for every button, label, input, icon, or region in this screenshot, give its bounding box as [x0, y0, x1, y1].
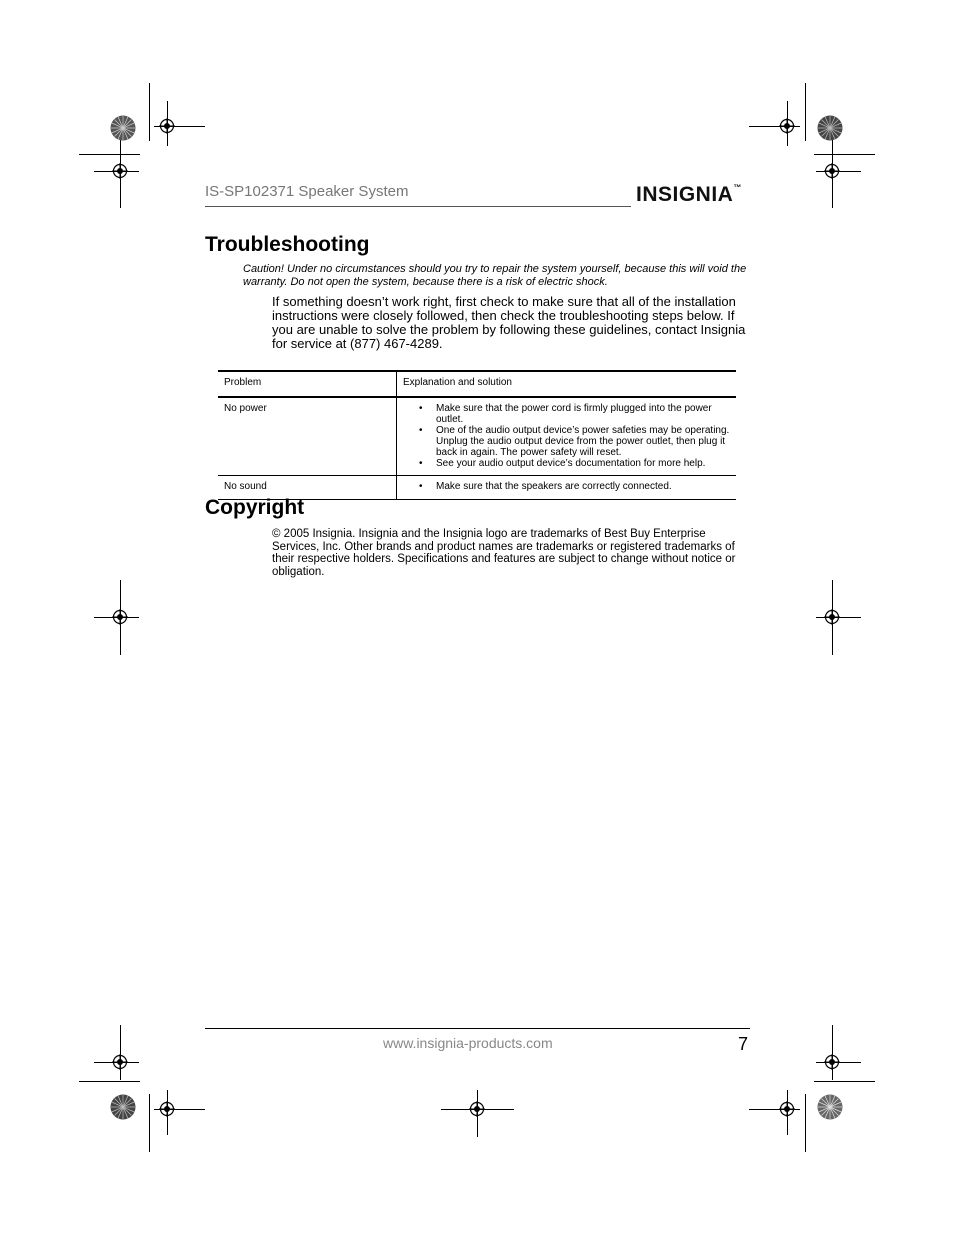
- registration-target-icon: [779, 118, 795, 134]
- sunburst-target-icon: [110, 115, 136, 141]
- troubleshooting-intro: If something doesn’t work right, first check to make sure that all of the installation instructions were closely followed, then check the troubleshooting steps below. If you are unable to solve the problem by following these guidelines, contact Insignia for service at (877) 467-4289.: [272, 294, 746, 351]
- table-cell-solution: [397, 476, 736, 499]
- page-number: 7: [738, 1034, 749, 1054]
- crop-mark-line: [79, 1081, 140, 1082]
- table-header-row: [218, 372, 736, 398]
- copyright-heading: Copyright: [205, 496, 305, 519]
- footer-rule: [205, 1028, 750, 1029]
- solution-item: • Make sure that the power cord is firmly plugged into the power outlet.: [403, 403, 730, 425]
- sunburst-target-icon: [817, 1094, 843, 1120]
- registration-target-icon: [469, 1101, 485, 1117]
- crop-mark-line: [805, 83, 806, 141]
- troubleshooting-table: [218, 370, 736, 500]
- crop-mark-line: [149, 1094, 150, 1152]
- registration-target-icon: [159, 118, 175, 134]
- crop-mark-line: [805, 1094, 806, 1152]
- crop-mark-line: [814, 1081, 875, 1082]
- crop-mark-line: [79, 154, 140, 155]
- table-row: [218, 398, 736, 476]
- copyright-text: © 2005 Insignia. Insignia and the Insignia logo are trademarks of Best Buy Enterprise Services, Inc. Other brands and product names are trademarks or registered trademarks of their respective holders. Specifications and features are subject to change without notice or obligation.: [272, 528, 736, 578]
- registration-target-icon: [824, 609, 840, 625]
- logo-trademark: ™: [733, 183, 742, 192]
- insignia-logo: [636, 183, 742, 207]
- logo-text: INSIGNIA: [636, 183, 734, 206]
- registration-target-icon: [159, 1101, 175, 1117]
- solution-item: • Make sure that the speakers are correctly connected.: [403, 481, 730, 492]
- table-header-problem: Problem: [218, 372, 397, 396]
- footer-url: www.insignia-products.com: [383, 1035, 553, 1051]
- crop-mark-line: [120, 1025, 121, 1080]
- solution-item: • See your audio output device’s documentation for more help.: [403, 458, 730, 469]
- registration-target-icon: [779, 1101, 795, 1117]
- solution-list: [403, 403, 730, 469]
- header-title: IS-SP102371 Speaker System: [205, 183, 409, 200]
- registration-target-icon: [112, 1054, 128, 1070]
- crop-mark-line: [149, 83, 150, 141]
- table-header-solution: Explanation and solution: [403, 377, 512, 388]
- table-cell-problem: No power: [218, 398, 397, 475]
- crop-mark-line: [832, 1025, 833, 1080]
- sunburst-target-icon: [817, 115, 843, 141]
- registration-target-icon: [112, 609, 128, 625]
- caution-text: Caution! Under no circumstances should you try to repair the system yourself, because this will void the warranty. Do not open the system, because there is a risk of electric shock.: [243, 263, 747, 288]
- registration-target-icon: [824, 163, 840, 179]
- sunburst-target-icon: [110, 1094, 136, 1120]
- crop-mark-line: [814, 154, 875, 155]
- table-cell-solution: [397, 398, 736, 475]
- troubleshooting-heading: Troubleshooting: [205, 233, 370, 256]
- registration-target-icon: [824, 1054, 840, 1070]
- registration-target-icon: [112, 163, 128, 179]
- table-cell-problem: No sound: [218, 476, 397, 499]
- solution-list: [403, 481, 730, 492]
- header-rule: [205, 206, 631, 207]
- solution-item: • One of the audio output device’s power safeties may be operating. Unplug the audio output device from the power outlet, then plug it back in again. The power safety will reset.: [403, 425, 730, 458]
